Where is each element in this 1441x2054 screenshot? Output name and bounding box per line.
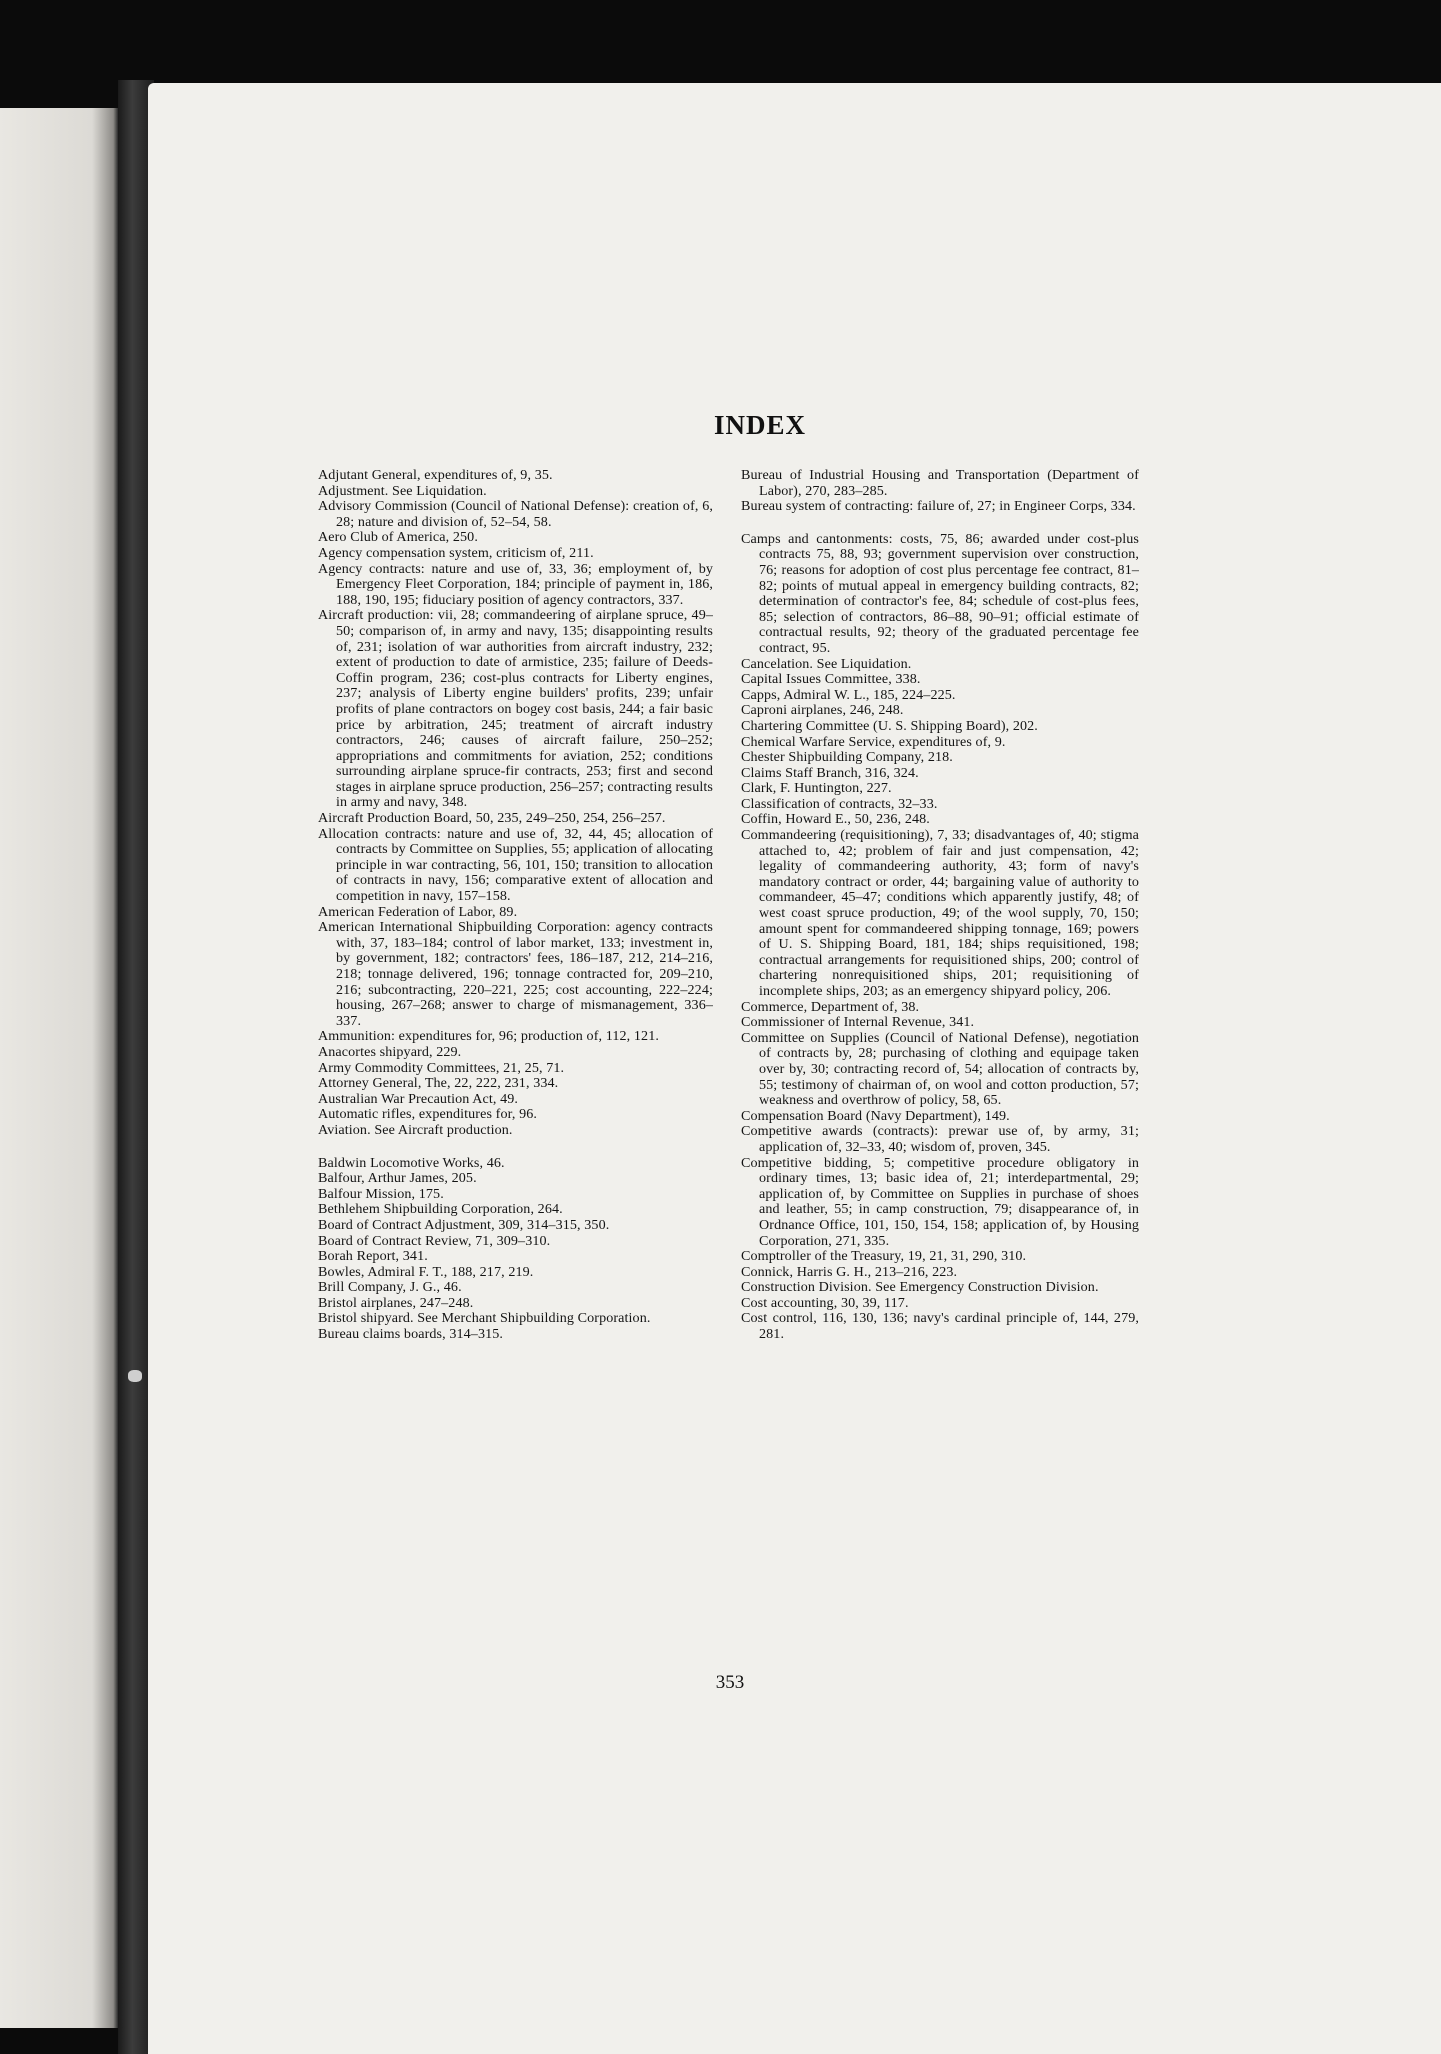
page-title: INDEX: [713, 410, 806, 440]
index-entry: Chemical Warfare Service, expenditures of, 9.: [741, 733, 1006, 750]
index-entry: Agency contracts: nature and use of, 33, 36; employment of, by Emergency Fleet Corporation, 184; principle of payment in, 186, 188, 190, 195; fiduciary position of agency contractors, 337.: [318, 560, 713, 608]
index-entry: Committee on Supplies (Council of National Defense), negotiation of contracts by, 28; purchasing of clothing and equipage taken over by, 30; contracting record of, 54; allocation of contracts by, 55; testimony of chairman of, on wool and cotton production, 57; weakness and overthrow of policy, 58, 65.: [741, 1029, 1139, 1109]
index-entry: Capps, Admiral W. L., 185, 224–225.: [741, 686, 956, 703]
index-entry: Army Commodity Committees, 21, 25, 71.: [318, 1059, 565, 1076]
index-entry: Adjutant General, expenditures of, 9, 35.: [318, 467, 553, 483]
index-entry: Classification of contracts, 32–33.: [741, 795, 938, 812]
index-entry: Adjustment. See Liquidation.: [318, 482, 487, 499]
index-entry: Advisory Commission (Council of National Defense): creation of, 6, 28; nature and division of, 52–54, 58.: [318, 498, 713, 530]
index-entry: Cost control, 116, 130, 136; navy's cardinal principle of, 144, 279, 281.: [741, 1310, 1139, 1343]
index-entry: Attorney General, The, 22, 222, 231, 334.: [318, 1075, 559, 1092]
index-entry: Claims Staff Branch, 316, 324.: [741, 764, 919, 781]
index-entry: Cancelation. See Liquidation.: [741, 655, 912, 672]
index-entry: Bureau claims boards, 314–315.: [318, 1326, 504, 1343]
index-entry: Cost accounting, 30, 39, 117.: [741, 1294, 909, 1311]
index-entry: Bureau of Industrial Housing and Transportation (Department of Labor), 270, 283–285.: [741, 467, 1139, 499]
index-entry: Commissioner of Internal Revenue, 341.: [741, 1014, 975, 1031]
index-entry: Caproni airplanes, 246, 248.: [741, 702, 904, 719]
index-entry: Aircraft production: vii, 28; commandeering of airplane spruce, 49–50; comparison of, in army and navy, 135; disappointing results of, 231; isolation of war authorities from aircraft industry, 232; extent of production to date of armistice, 235; failure of Deeds-Coffin program, 236; cost-plus contracts for Liberty engines, 237; analysis of Liberty engine builders' profits, 239; unfair profits of plane contractors on bogey cost basis, 244; a fair basic price by arbitration, 245; treatment of aircraft industry contractors, 246; causes of aircraft failure, 250–252; appropriations and commitments for aviation, 252; conditions surrounding airplane spruce-fir contracts, 253; first and second stages in airplane spruce production, 256–257; contracting results in army and navy, 348.: [318, 607, 713, 811]
index-entry: Brill Company, J. G., 46.: [318, 1279, 462, 1296]
index-entry: Board of Contract Adjustment, 309, 314–315, 350.: [318, 1216, 610, 1233]
index-entry: Construction Division. See Emergency Construction Division.: [741, 1279, 1099, 1296]
index-entry: Baldwin Locomotive Works, 46.: [318, 1154, 505, 1171]
index-entry: Competitive awards (contracts): prewar use of, by army, 31; application of, 32–33, 40; wisdom of, proven, 345.: [741, 1123, 1139, 1155]
index-entry: Chester Shipbuilding Company, 218.: [741, 749, 953, 766]
scan-speck: [128, 1370, 142, 1382]
index-entry: Borah Report, 341.: [318, 1248, 428, 1265]
index-entry: Ammunition: expenditures for, 96; production of, 112, 121.: [318, 1028, 659, 1045]
index-entry: American International Shipbuilding Corporation: agency contracts with, 37, 183–184; control of labor market, 133; investment in, by government, 182; contractors' fees, 186–187, 212, 214–216, 218; tonnage delivered, 196; tonnage contracted for, 209–210, 216; subcontracting, 220–221, 225; cost accounting, 222–224; housing, 267–268; answer to charge of mismanagement, 336–337.: [318, 919, 713, 1029]
index-entry: Anacortes shipyard, 229.: [318, 1043, 462, 1060]
index-entry: Competitive bidding, 5; competitive procedure obligatory in ordinary times, 13; basic idea of, 21; interdepartmental, 29; application of, by Committee on Supplies in purchase of shoes and leather, 55; in camp construction, 79; disappearance of, in Ordnance Office, 101, 150, 154, 158; application of, by Housing Corporation, 271, 335.: [741, 1154, 1139, 1249]
index-entry: Aircraft Production Board, 50, 235, 249–250, 254, 256–257.: [318, 810, 666, 827]
index-entry: Balfour Mission, 175.: [318, 1185, 444, 1202]
index-entry: Bureau system of contracting: failure of, 27; in Engineer Corps, 334.: [741, 498, 1136, 515]
index-entry: Balfour, Arthur James, 205.: [318, 1170, 477, 1187]
index-entry: Aviation. See Aircraft production.: [318, 1121, 513, 1138]
index-entry: American Federation of Labor, 89.: [318, 903, 518, 920]
index-entry: Bethlehem Shipbuilding Corporation, 264.: [318, 1201, 563, 1218]
index-entry: Allocation contracts: nature and use of, 32, 44, 45; allocation of contracts by Committee on Supplies, 55; application of allocating principle in war contracting, 56, 101, 150; transition to allocation of contracts in navy, 156; comparative extent of allocation and competition in navy, 157–158.: [318, 825, 713, 905]
index-column-right: [741, 468, 1139, 1343]
letter-group-gap: [318, 1139, 713, 1156]
index-entry: Compensation Board (Navy Department), 149.: [741, 1107, 1010, 1124]
index-entry: Chartering Committee (U. S. Shipping Board), 202.: [741, 717, 1038, 734]
index-entry: Coffin, Howard E., 50, 236, 248.: [741, 811, 930, 828]
index-entry: Automatic rifles, expenditures for, 96.: [318, 1106, 537, 1123]
facing-page-edge: [0, 108, 118, 2028]
index-entry: Board of Contract Review, 71, 309–310.: [318, 1232, 551, 1249]
page-number: 353: [715, 1672, 745, 1693]
index-entry: Australian War Precaution Act, 49.: [318, 1090, 519, 1107]
index-entry: Comptroller of the Treasury, 19, 21, 31, 290, 310.: [741, 1248, 1027, 1265]
index-column-left: [318, 468, 713, 1343]
index-entry: Bristol airplanes, 247–248.: [318, 1294, 474, 1311]
index-entry: Commerce, Department of, 38.: [741, 998, 920, 1015]
index-entry: Bristol shipyard. See Merchant Shipbuilding Corporation.: [318, 1310, 651, 1327]
index-entry: Aero Club of America, 250.: [318, 529, 478, 546]
index-entry: Clark, F. Huntington, 227.: [741, 780, 892, 797]
index-entry: Connick, Harris G. H., 213–216, 223.: [741, 1263, 958, 1280]
index-entry: Agency compensation system, criticism of, 211.: [318, 544, 594, 561]
index-entry: Commandeering (requisitioning), 7, 33; disadvantages of, 40; stigma attached to, 42; problem of fair and just compensation, 42; legality of commandeering authority, 43; form of navy's mandatory contract or order, 44; bargaining value of authority to commandeer, 45–47; conditions which apparently justify, 48; of west coast spruce production, 49; of the wool supply, 70, 150; amount spent for commandeered shipping tonnage, 169; powers of U. S. Shipping Board, 181, 184; ships requisitioned, 198; contractual arrangements for requisitioned ships, 200; control of chartering nonrequisitioned ships, 201; requisitioning of incomplete ships, 203; as an emergency shipyard policy, 206.: [741, 827, 1139, 999]
index-entry: Bowles, Admiral F. T., 188, 217, 219.: [318, 1263, 534, 1280]
index-entry: Capital Issues Committee, 338.: [741, 671, 921, 688]
index-entry: Camps and cantonments: costs, 75, 86; awarded under cost-plus contracts 75, 88, 93; government supervision over construction, 76; reasons for adoption of cost plus percentage fee contract, 81–82; points of mutual appeal in emergency building contracts, 82; determination of contractor's fee, 84; schedule of cost-plus fees, 85; selection of contractors, 86–88, 90–91; official estimate of contractual results, 92; theory of the graduated percentage fee contract, 95.: [741, 530, 1139, 656]
letter-group-gap: [741, 515, 1139, 532]
